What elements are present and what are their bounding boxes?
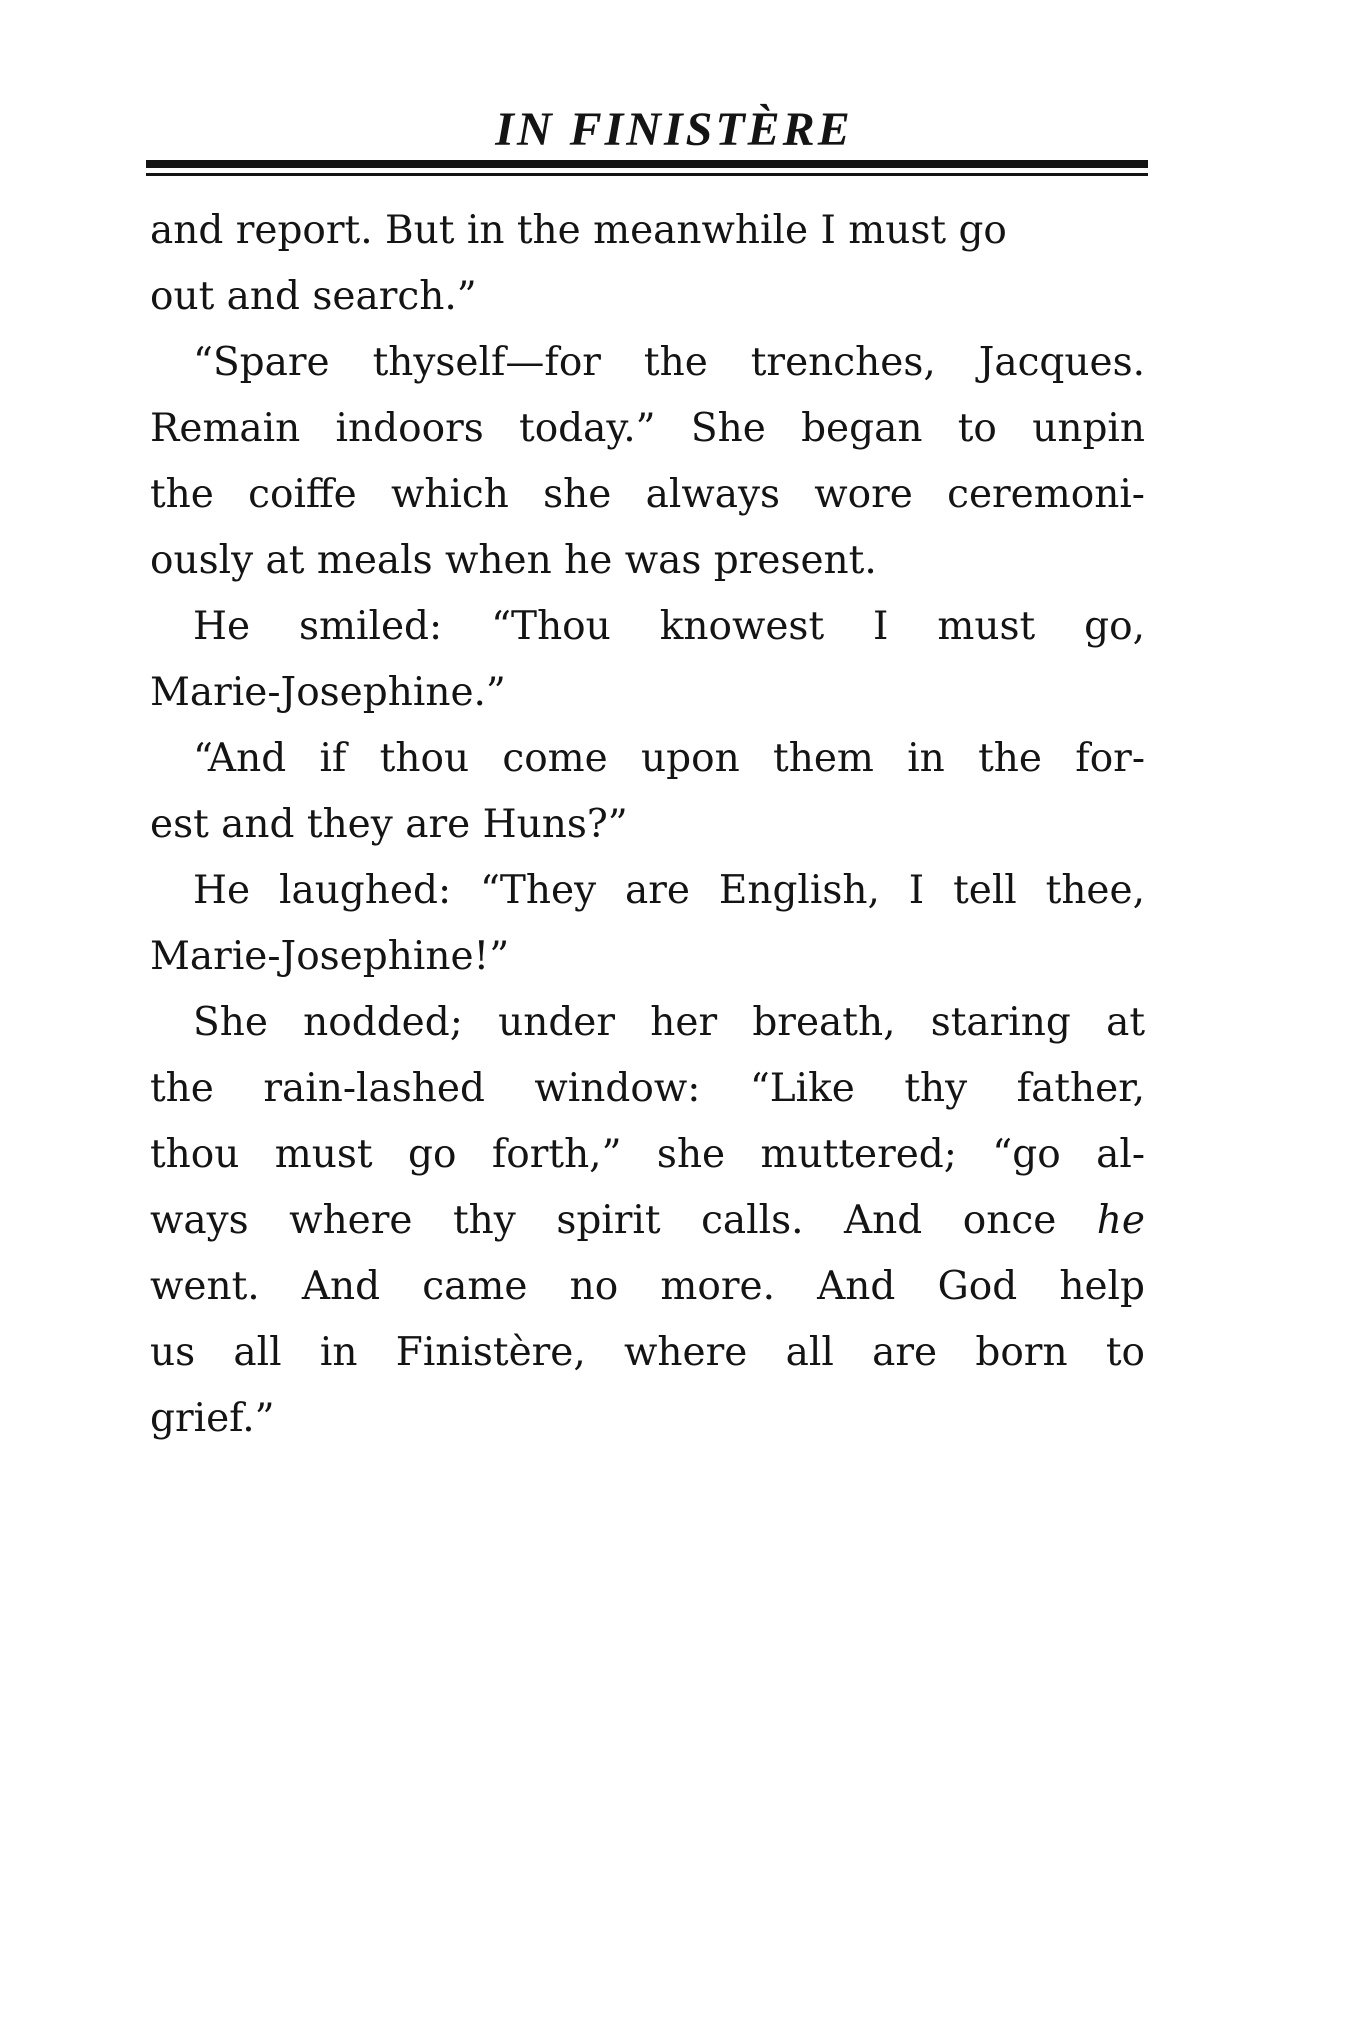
text-line: He laughed: “They are English, I tell thee, bbox=[193, 868, 1145, 913]
text-line: the coiffe which she always wore ceremoni- bbox=[150, 472, 1145, 517]
text-line: thou must go forth,” she muttered; “go al- bbox=[150, 1132, 1145, 1177]
text-line bbox=[150, 1188, 1145, 1254]
text-line: and report. But in the meanwhile I must go bbox=[150, 208, 1007, 253]
text-line: us all in Finistère, where all are born to bbox=[150, 1330, 1145, 1375]
header-rule-thick bbox=[146, 160, 1148, 168]
running-head: IN FINISTÈRE bbox=[495, 103, 853, 156]
text-line: Marie-Josephine!” bbox=[150, 934, 510, 979]
text-line: “And if thou come upon them in the for- bbox=[193, 736, 1145, 781]
text-line: He smiled: “Thou knowest I must go, bbox=[193, 604, 1145, 649]
text-line: out and search.” bbox=[150, 274, 477, 319]
text-line: grief.” bbox=[150, 1396, 275, 1441]
text-line: est and they are Huns?” bbox=[150, 802, 628, 847]
body-text bbox=[150, 198, 1145, 1452]
text-line: Marie-Josephine.” bbox=[150, 670, 506, 715]
text-line: went. And came no more. And God help bbox=[150, 1264, 1145, 1309]
text-line: ously at meals when he was present. bbox=[150, 538, 877, 583]
text-line: “Spare thyself—for the trenches, Jacques. bbox=[193, 340, 1145, 385]
text-line: Remain indoors today.” She began to unpin bbox=[150, 406, 1145, 451]
header-rule-thin bbox=[146, 173, 1148, 176]
text-line: the rain-lashed window: “Like thy father, bbox=[150, 1066, 1145, 1111]
italic-word: he bbox=[1096, 1198, 1145, 1243]
text-segment: ways where thy spirit calls. And once bbox=[150, 1198, 1097, 1243]
text-line: She nodded; under her breath, staring at bbox=[193, 1000, 1145, 1045]
